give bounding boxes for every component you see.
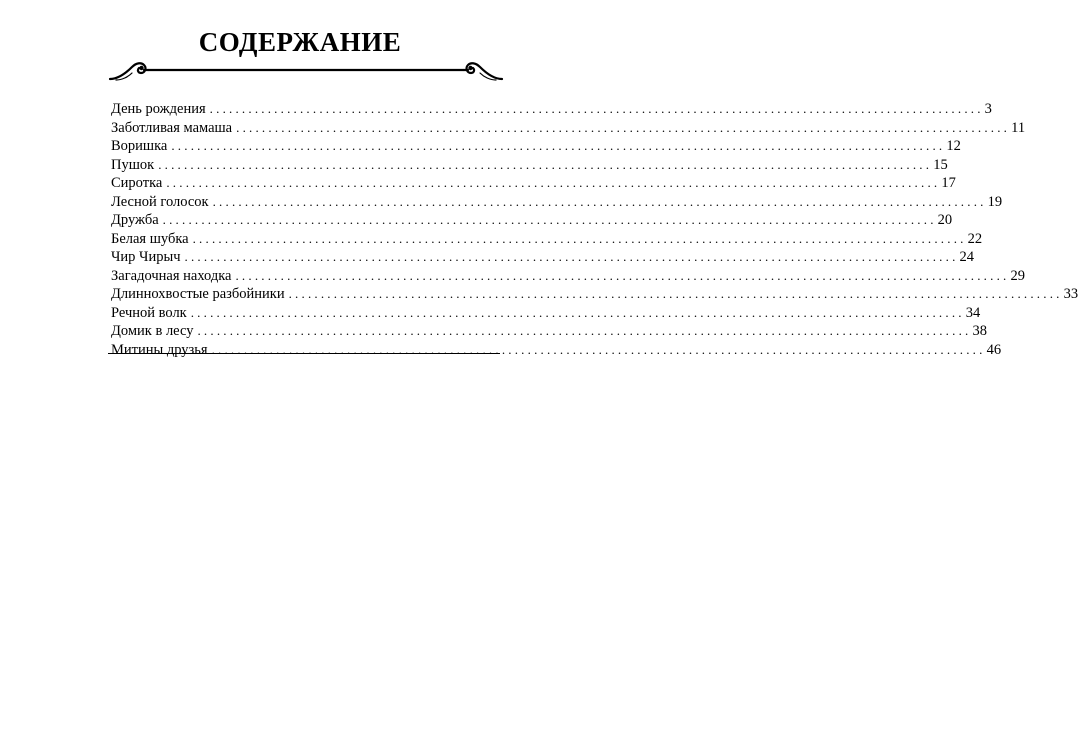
ornamental-divider-icon <box>108 57 504 87</box>
toc-entry-page: 12 <box>946 138 961 154</box>
toc-entry <box>111 211 953 230</box>
toc-entry <box>111 322 987 341</box>
toc-entry <box>111 137 961 156</box>
toc-entry-page: 15 <box>933 156 948 173</box>
toc-entry <box>111 341 1002 360</box>
toc-leader-dots: ........................................................................................................................ <box>192 230 967 246</box>
toc-entry-page: 46 <box>986 341 1002 358</box>
toc-entry <box>111 285 1078 304</box>
toc-entry-page: 11 <box>1011 119 1026 136</box>
toc-leader-dots: ........................................................................................................................ <box>162 212 937 227</box>
toc-entry-title: Речной волк <box>111 304 187 321</box>
toc-entry-title: Митины друзья <box>111 341 208 358</box>
toc-entry-page: 33 <box>1063 286 1078 302</box>
bottom-divider <box>108 353 500 354</box>
toc-leader-dots: ........................................................................................................................ <box>197 323 972 338</box>
toc-entry <box>111 193 1003 212</box>
toc-entry-title: Длиннохвостые разбойники <box>111 286 285 302</box>
toc-entry <box>111 100 992 119</box>
toc-leader-dots: ........................................................................................................................ <box>184 249 959 264</box>
toc-entry <box>111 119 1026 138</box>
toc-entry-page: 34 <box>965 304 981 321</box>
toc-leader-dots: ........................................................................................................................ <box>236 119 1011 135</box>
toc-entry-title: Пушок <box>111 156 155 173</box>
toc-entry-title: Заботливая мамаша <box>111 119 233 136</box>
toc-entry-title: Загадочная находка <box>111 267 232 284</box>
toc-entry-title: Сиротка <box>111 175 163 191</box>
toc-entry <box>111 156 948 175</box>
page-title: СОДЕРЖАНИЕ <box>198 27 402 57</box>
toc-entry-title: Дружба <box>111 212 159 228</box>
toc-entry-title: Белая шубка <box>111 230 189 247</box>
table-of-contents <box>111 100 1078 359</box>
toc-entry-page: 3 <box>984 101 992 117</box>
toc-leader-dots: ........................................................................................................................ <box>209 101 984 116</box>
toc-leader-dots: ........................................................................................................................ <box>211 341 986 357</box>
toc-entry-page: 29 <box>1010 267 1025 284</box>
toc-entry-title: Воришка <box>111 138 168 154</box>
toc-entry <box>111 174 956 193</box>
toc-leader-dots: ........................................................................................................................ <box>288 286 1063 301</box>
toc-entry-page: 19 <box>987 193 1003 210</box>
toc-leader-dots: ........................................................................................................................ <box>171 138 946 153</box>
toc-entry <box>111 304 981 323</box>
toc-entry <box>111 230 983 249</box>
toc-entry-title: Чир Чирыч <box>111 249 181 265</box>
toc-entry-title: Домик в лесу <box>111 323 194 339</box>
toc-entry-page: 24 <box>959 249 975 265</box>
toc-entry-page: 17 <box>941 175 956 191</box>
toc-entry <box>111 267 1025 286</box>
toc-leader-dots: ........................................................................................................................ <box>158 156 933 172</box>
toc-entry-page: 22 <box>967 230 983 247</box>
toc-leader-dots: ........................................................................................................................ <box>212 193 987 209</box>
toc-leader-dots: ........................................................................................................................ <box>166 175 941 190</box>
toc-leader-dots: ........................................................................................................................ <box>235 267 1010 283</box>
toc-entry-title: Лесной голосок <box>111 193 209 210</box>
toc-leader-dots: ........................................................................................................................ <box>190 304 965 320</box>
toc-entry-page: 20 <box>937 212 953 228</box>
toc-entry <box>111 248 975 267</box>
toc-entry-title: День рождения <box>111 101 206 117</box>
toc-entry-page: 38 <box>972 323 987 339</box>
